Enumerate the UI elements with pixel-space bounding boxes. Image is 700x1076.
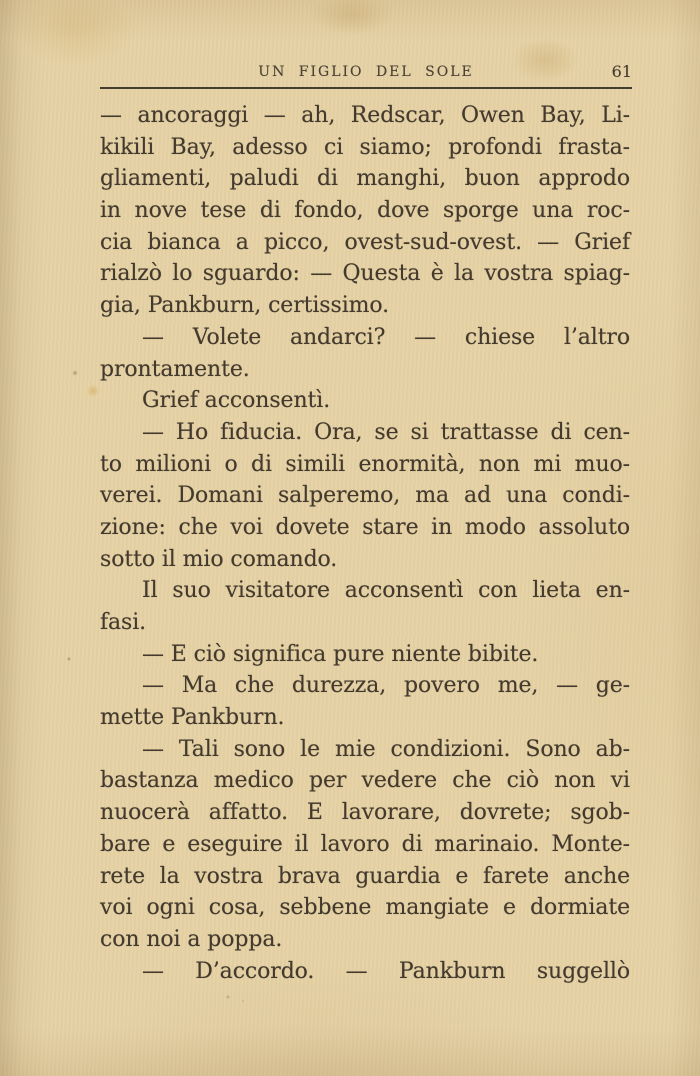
text-line: rialzò lo sguardo: — Questa è la vostra spiag- (100, 261, 630, 287)
text-line: rete la vostra brava guardia e farete anche (100, 863, 630, 889)
text-line: — ancoraggi — ah, Redscar, Owen Bay, Li- (100, 103, 630, 128)
text-line: gia, Pankburn, certissimo. (100, 293, 390, 319)
text-line: cia bianca a picco, ovest-sud-ovest. — Grief (100, 229, 630, 255)
text-line: in nove tese di fondo, dove sporge una roc- (100, 198, 630, 224)
text-line: mette Pankburn. (100, 705, 285, 731)
text-line: con noi a poppa. (100, 926, 283, 952)
body-text (100, 100, 630, 987)
text-line: bare e eseguire il lavoro di marinaio. Monte- (100, 831, 630, 857)
text-line: Grief acconsentì. (142, 388, 331, 414)
text-line: voi ogni cosa, sebbene mangiate e dormiate (100, 895, 630, 921)
text-line: — Volete andarci? — chiese l’altro (142, 324, 630, 350)
text-line: — Tali sono le mie condizioni. Sono ab- (142, 736, 630, 762)
text-line: sotto il mio comando. (100, 546, 338, 572)
text-line: nuocerà affatto. E lavorare, dovrete; sgob- (100, 800, 630, 826)
text-line: — Ma che durezza, povero me, — ge- (142, 673, 630, 699)
text-line: — Ho fiducia. Ora, se si trattasse di cen- (142, 419, 630, 445)
text-line: to milioni o di simili enormità, non mi muo- (100, 451, 630, 477)
text-line: — D’accordo. — Pankburn suggellò (142, 958, 630, 984)
text-line: prontamente. (100, 356, 250, 382)
text-line: verei. Domani salperemo, ma ad una condi- (100, 483, 630, 509)
text-line: bastanza medico per vedere che ciò non vi (100, 768, 630, 794)
text-line: — E ciò significa pure niente bibite. (142, 641, 539, 667)
page-header (100, 56, 632, 89)
text-line: Il suo visitatore acconsentì con lieta en- (142, 578, 630, 604)
running-title: UN FIGLIO DEL SOLE (258, 64, 474, 80)
page-number: 61 (611, 62, 632, 81)
text-line: fasi. (100, 610, 147, 635)
text-line: zione: che voi dovete stare in modo assoluto (100, 514, 630, 540)
text-line: kikili Bay, adesso ci siamo; profondi frasta- (100, 134, 630, 160)
text-line: gliamenti, paludi di manghi, buon approdo (100, 166, 630, 192)
